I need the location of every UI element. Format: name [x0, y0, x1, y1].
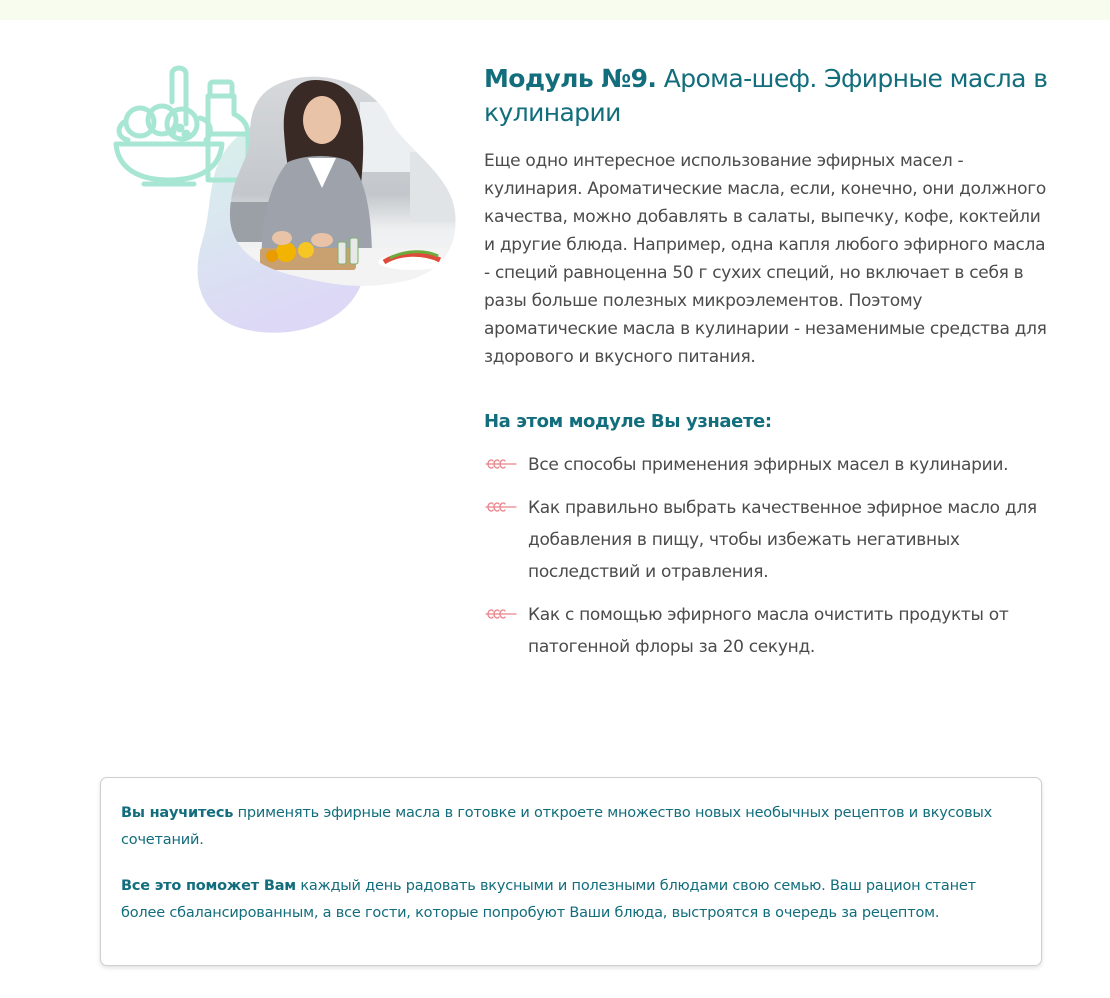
module-section [484, 62, 1054, 371]
module-number: Модуль №9. [484, 64, 657, 93]
sprig-bullet-icon [484, 499, 518, 515]
list-item-text: Все способы применения эфирных масел в кулинарии. [528, 455, 1009, 475]
sprig-bullet-icon [484, 606, 518, 622]
list-item-text: Как с помощью эфирного масла очистить продукты от патогенной флоры за 20 секунд. [528, 605, 1009, 657]
learn-heading: На этом модуле Вы узнаете: [484, 411, 772, 432]
list-item [484, 449, 1054, 481]
sprig-bullet-icon [484, 456, 518, 472]
module-title [484, 62, 1054, 130]
callout-lead: Все это поможет Вам [121, 878, 296, 894]
list-item-text: Как правильно выбрать качественное эфирное масло для добавления в пищу, чтобы избежать негативных последствий и отравления. [528, 498, 1037, 582]
module-illustration [110, 62, 470, 352]
list-item [484, 492, 1054, 588]
cooking-illustration [110, 62, 470, 352]
callout-paragraph [121, 873, 1021, 927]
callout-lead: Вы научитесь [121, 805, 234, 821]
callout-paragraph [121, 800, 1021, 854]
module-description: Еще одно интересное использование эфирных масел - кулинария. Ароматические масла, если, конечно, они должного качества, можно добавлять в салаты, выпечку, кофе, коктейли и другие блюда. Например, одна капля любого эфирного масла - специй равноценна 50 г сухих специй, но включает в себя в разы больше полезных микроэлементов. Поэтому ароматические масла в кулинарии - незаменимые средства для здорового и вкусного питания. [484, 151, 1047, 367]
summary-callout [100, 777, 1042, 966]
module-title-text: Арома-шеф. Эфирные масла в кулинарии [484, 64, 1048, 127]
callout-text: каждый день радовать вкусными и полезными блюдами свою семью. Ваш рацион станет более сбалансированным, а все гости, которые попробуют Ваши блюда, выстроятся в очередь за рецептом. [121, 878, 976, 921]
top-strip [0, 0, 1110, 20]
callout-text: применять эфирные масла в готовке и откроете множество новых необычных рецептов и вкусовых сочетаний. [121, 805, 993, 848]
list-item [484, 599, 1054, 663]
learn-list [484, 449, 1054, 674]
